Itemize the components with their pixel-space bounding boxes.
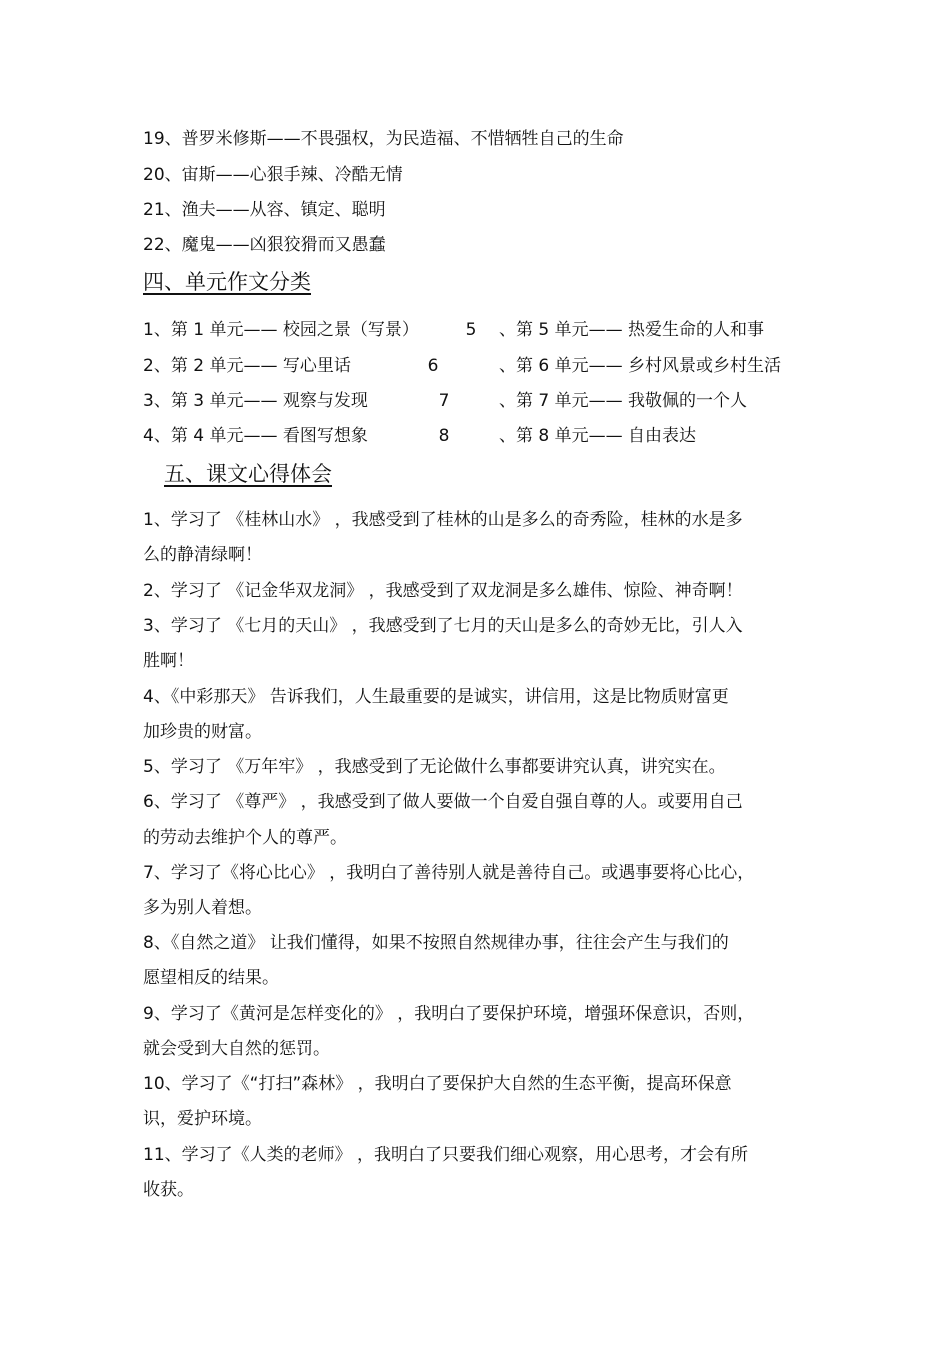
- reflection-line: 1、学习了 《桂林山水》 ，我感受到了桂林的山是多么的奇秀险，桂林的水是多: [143, 510, 743, 530]
- section-5-heading: 五、课文心得体会: [164, 462, 332, 486]
- reflection-line: 11、学习了《人类的老师》 ，我明白了只要我们细心观察，用心思考，才会有所: [143, 1145, 749, 1165]
- reflection-line: 5、学习了 《万年牢》 ，我感受到了无论做什么事都要讲究认真，讲究实在。: [143, 757, 726, 777]
- composition-row-4: [143, 425, 843, 449]
- reflection-line: 9、学习了《黄河是怎样变化的》 ，我明白了要保护环境，增强环保意识，否则，: [143, 1004, 755, 1024]
- composition-num: 5: [465, 320, 477, 340]
- composition-right: 、第 8 单元—— 自由表达: [499, 426, 697, 446]
- reflection-line: 加珍贵的财富。: [143, 722, 262, 742]
- reflection-line: 的劳动去维护个人的尊严。: [143, 828, 347, 848]
- reflection-line: 么的静清绿啊！: [143, 545, 262, 565]
- character-line-20: 20、宙斯——心狠手辣、冷酷无情: [143, 165, 403, 185]
- reflection-line: 8、《自然之道》 让我们懂得，如果不按照自然规律办事，往往会产生与我们的: [143, 933, 729, 953]
- composition-right: 、第 7 单元—— 我敬佩的一个人: [499, 391, 748, 411]
- reflection-line: 7、学习了《将心比心》 ，我明白了善待别人就是善待自己。或遇事要将心比心，: [143, 863, 755, 883]
- character-line-21: 21、渔夫——从容、镇定、聪明: [143, 200, 386, 220]
- reflection-line: 3、学习了 《七月的天山》 ，我感受到了七月的天山是多么的奇妙无比，引人入: [143, 616, 743, 636]
- section-4-heading: 四、单元作文分类: [143, 270, 311, 294]
- composition-row-1: [143, 319, 843, 343]
- reflection-line: 多为别人着想。: [143, 898, 262, 918]
- composition-right: 、第 5 单元—— 热爱生命的人和事: [499, 320, 765, 340]
- reflection-line: 6、学习了 《尊严》 ，我感受到了做人要做一个自爱自强自尊的人。或要用自己: [143, 792, 743, 812]
- composition-left: 2、第 2 单元—— 写心里话: [143, 356, 351, 376]
- reflection-line: 愿望相反的结果。: [143, 968, 279, 988]
- reflection-line: 就会受到大自然的惩罚。: [143, 1039, 330, 1059]
- composition-row-3: [143, 390, 843, 414]
- reflection-line: 识，爱护环境。: [143, 1109, 262, 1129]
- composition-num: 6: [427, 356, 439, 376]
- character-line-19: 19、普罗米修斯——不畏强权，为民造福、不惜牺牲自己的生命: [143, 129, 624, 149]
- composition-num: 8: [438, 426, 450, 446]
- composition-num: 7: [438, 391, 450, 411]
- composition-right: 、第 6 单元—— 乡村风景或乡村生活: [499, 356, 782, 376]
- character-line-22: 22、魔鬼——凶狠狡猾而又愚蠢: [143, 235, 386, 255]
- reflection-line: 2、学习了 《记金华双龙洞》 ，我感受到了双龙洞是多么雄伟、惊险、神奇啊！: [143, 581, 743, 601]
- reflection-line: 收获。: [143, 1180, 194, 1200]
- composition-left: 4、第 4 单元—— 看图写想象: [143, 426, 368, 446]
- reflection-line: 10、学习了《“打扫”森林》 ，我明白了要保护大自然的生态平衡，提高环保意: [143, 1074, 732, 1094]
- composition-left: 3、第 3 单元—— 观察与发现: [143, 391, 368, 411]
- reflection-line: 胜啊！: [143, 651, 194, 671]
- reflection-line: 4、《中彩那天》 告诉我们，人生最重要的是诚实，讲信用，这是比物质财富更: [143, 687, 729, 707]
- composition-row-2: [143, 355, 843, 379]
- composition-left: 1、第 1 单元—— 校园之景（写景）: [143, 320, 419, 340]
